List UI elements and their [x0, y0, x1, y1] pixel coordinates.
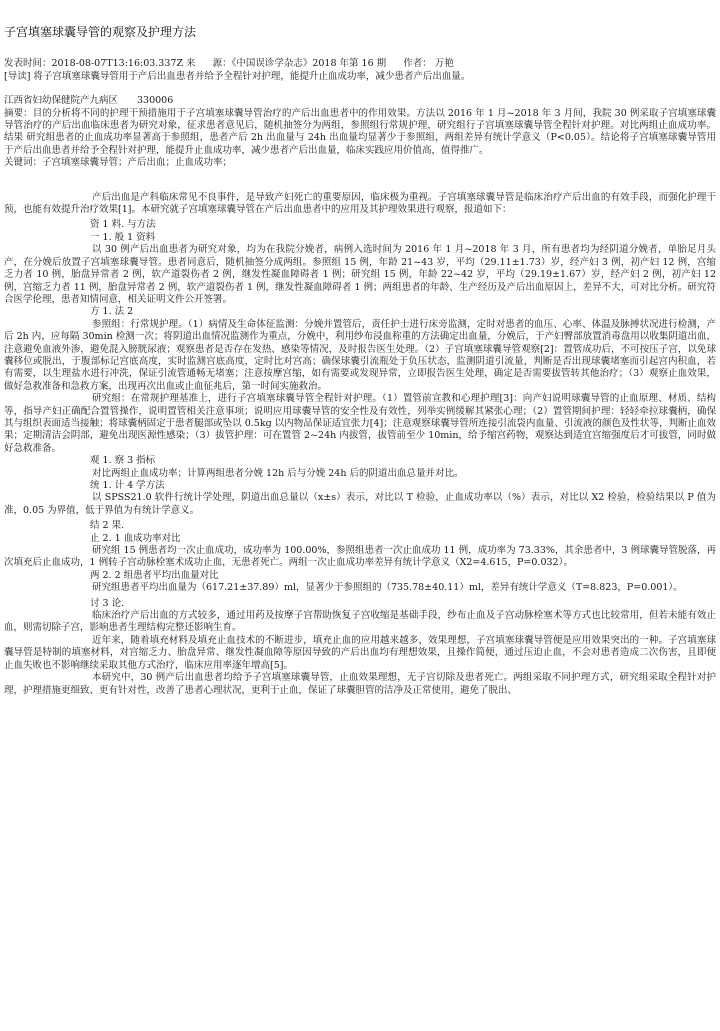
- body-paragraph: 研究组 15 例患者均一次止血成功，成功率为 100.00%，参照组患者一次止血成功 11 例，成功率为 73.33%，其余患者中，3 例球囊导管脱落，再次填充后止血成功，1 例转子宫动脉栓塞术成功止血，无患者死亡。两组一次止血成功率差异有统计学意义（X2=4.615，P=0.032）。: [4, 545, 716, 569]
- author: 作者： 万艳: [403, 58, 454, 70]
- affiliation: 江西省妇幼保健院产九病区 330006: [4, 95, 174, 107]
- source: 源：《中国误诊学杂志》2018 年第 16 期: [212, 58, 387, 70]
- body-paragraph: 以 SPSS21.0 软件行统计学处理，阴道出血总量以（x±s）表示，对比以 T 检验，止血成功率以（%）表示，对比以 X2 检验，检验结果以 P 值为准，0.05 为界值，低于界值为有统计学意义。: [4, 492, 716, 516]
- section-heading: 统 1. 计 4 学方法: [90, 480, 165, 491]
- body-paragraph: 对比两组止血成功率；计算两组患者分娩 12h 后与分娩 24h 后的阴道出血总量并对比。: [92, 467, 464, 479]
- article-body: [4, 184, 716, 697]
- body-paragraph: 研究组：在常规护理基准上，进行子宫填塞球囊导管全程针对护理。（1）置管前宣教和心理护理[3]：向产妇说明球囊导管的止血原理、材质、结构等，指导产妇正确配合置管操作，说明置管相关注意事项；说明应用球囊导管的安全性及有效性，列举实例缓解其紧张心理；（2）置管期间护理：轻轻牵拉球囊柄，确保其与组织表面适当接触；将球囊柄固定于患者腿部或坠以 0.5kg 以内物品保证适宜张力[4]；注意观察球囊导管所连接引流袋内血量、引流液的颜色及性状等，判断止血效果；定期清洁会阴部，避免出现医源性感染；（3）拔管护理：可在置管 2~24h 内拔管，拔管前至少 10min，给予缩宫药物，观察达到适宜宫缩强度后才可拔管，同时做好急救准备。: [4, 393, 716, 454]
- body-paragraph: 本研究中，30 例产后出血患者均给予子宫填塞球囊导管，止血效果理想，无子宫切除及患者死亡。两组采取不同护理方式，研究组采取全程针对护理，护理措施更细致、更有针对性，改善了患者心理状况，更利于止血，保证了球囊胆管的洁净及正常使用，避免了脱出、: [4, 672, 716, 696]
- article-lead: [导读] 将子宫填塞球囊导管用于产后出血患者并给予全程针对护理，能提升止血成功率，减少患者产后出血量。: [4, 70, 471, 82]
- section-heading: 方 1. 法 2: [90, 306, 134, 318]
- body-paragraph: 近年来，随着填充材料及填充止血技术的不断进步，填充止血的应用越来越多，效果理想，子宫填塞球囊导管便是应用效果突出的一种。子宫填塞球囊导管是特制的填塞材料，对宫缩乏力、胎盘异常、继发性凝血障等原因导致的产后出血均有理想效果，且操作简便，通过压迫止血，不会对患者造成二次伤害，且即便止血失败也不影响继续采取其他方式治疗，临床应用率逐年增高[5]。: [4, 634, 716, 671]
- article-title: 子宫填塞球囊导管的观察及护理方法: [4, 25, 197, 39]
- section-heading: 止 2. 1 血成功率对比: [90, 532, 181, 544]
- section-heading: 观 1. 察 3 指标: [90, 455, 156, 467]
- section-heading: 两 2. 2 组患者平均出血量对比: [90, 569, 219, 581]
- body-paragraph: 临床治疗产后出血的方式较多，通过用药及按摩子宫帮助恢复子宫收缩是基础手段，纱布止血及子宫动脉栓塞术等方式也比较常用，但若未能有效止血，则需切除子宫，影响患者生理结构完整还影响生育。: [4, 610, 716, 634]
- section-heading: 资 1 料. 与方法: [90, 219, 156, 231]
- publish-time: 发表时间：2018-08-07T13:16:03.337Z 来: [4, 58, 196, 70]
- keywords: 关键词：子宫填塞球囊导管；产后出血；止血成功率；: [4, 157, 233, 169]
- section-heading: 一 1. 般 1 资料: [90, 231, 156, 243]
- body-paragraph: 研究组患者平均出血量为（617.21±37.89）ml，显著少于参照组的（735.78±40.11）ml，差异有统计学意义（T=8.823，P=0.001）。: [92, 582, 683, 594]
- body-paragraph: 参照组：行常规护理。（1）病情及生命体征监测：分娩并置管后，责任护士进行床旁监测，定时对患者的血压、心率、体温及脉搏状况进行检测，产后 2h 内，应每隔 30min 检测一次；将阴道出血情况监测作为重点，分娩中，利用纱布浸血称重的方法确定出血量，分娩后，于产妇臀部放置消毒盘用以收集阴道出血，注意避免血液外渗，避免混入膀胱尿液；观察患者是否存在发热、感染等情况，及时报告医生处理。（2）子宫填塞球囊导管观察[2]：置管成功后，不可按压子宫，以免球囊移位或脱出，于腹部标记宫底高度，实时监测宫底高度，定时比对宫高；确保球囊引流瓶处于负压状态，监测阴道引流量，判断是否出现球囊堵塞而引起宫内积血，若有需要，以生理盐水进行冲洗，保证引流管通畅无堵塞；注意按摩宫缩，如有需要或发现异常，立即报告医生处理，确定是否需要拔管转其他治疗；（3）观察止血效果，做好急救准备和急救方案，出现再次出血或止血征兆后，第一时间实施救治。: [4, 318, 716, 392]
- section-heading: 讨 3 论.: [90, 597, 125, 609]
- body-paragraph: 产后出血是产科临床常见不良事件，是导致产妇死亡的重要原因，临床极为重视。子宫填塞球囊导管是临床治疗产后出血的有效手段，而强化护理干预，也能有效提升治疗效果[1]。本研究就子宫填塞球囊导管在产后出血患者中的应用及其护理效果进行观察，报道如下：: [4, 191, 716, 216]
- article-meta: [4, 58, 716, 70]
- abstract: 摘要：目的分析将不同的护理干预措施用于子宫填塞球囊导管治疗的产后出血患者中的作用效果。方法以 2016 年 1 月~2018 年 3 月间，我院 30 例采取子宫填塞球囊导管治疗的产后出血临床患者为研究对象，征求患者意见后，随机抽签分为两组，参照组行常规护理，研究组行子宫填塞球囊导管全程针对护理。对比两组止血成功率。结果 研究组患者的止血成功率显著高于参照组，患者产后 2h 出血量与 24h 出血量均显著少于参照组，两组差异有统计学意义（P<0.05）。结论将子宫填塞球囊导管用于产后出血患者并给予全程针对护理，能提升止血成功率，减少患者产后出血量，临床实践应用价值高，值得推广。: [4, 107, 716, 156]
- body-paragraph: 以 30 例产后出血患者为研究对象，均为在我院分娩者，病例入选时间为 2016 年 1 月~2018 年 3 月，所有患者均为经阴道分娩者，单胎足月头产，在分娩后放置子宫填塞球囊导管。患者同意后，随机抽签分成两组。参照组 15 例，年龄 21~43 岁，平均（29.11±1.73）岁，经产妇 3 例，初产妇 12 例，宫缩乏力者 10 例，胎盘异常者 2 例，软产道裂伤者 2 例，继发性凝血障碍者 1 例；研究组 15 例，年龄 22~42 岁，平均（29.19±1.67）岁，经产妇 2 例，初产妇 12 例，宫缩乏力者 11 例，胎盘异常者 2 例，软产道裂伤者 1 例，继发性凝血障碍者 1 例；两组患者的年龄、生产经历及产后出血原因上，差异不大，可对比分析。研究符合医学伦理，患者知情同意，相关证明文件公开签署。: [4, 244, 716, 305]
- section-heading: 结 2 果.: [90, 520, 125, 532]
